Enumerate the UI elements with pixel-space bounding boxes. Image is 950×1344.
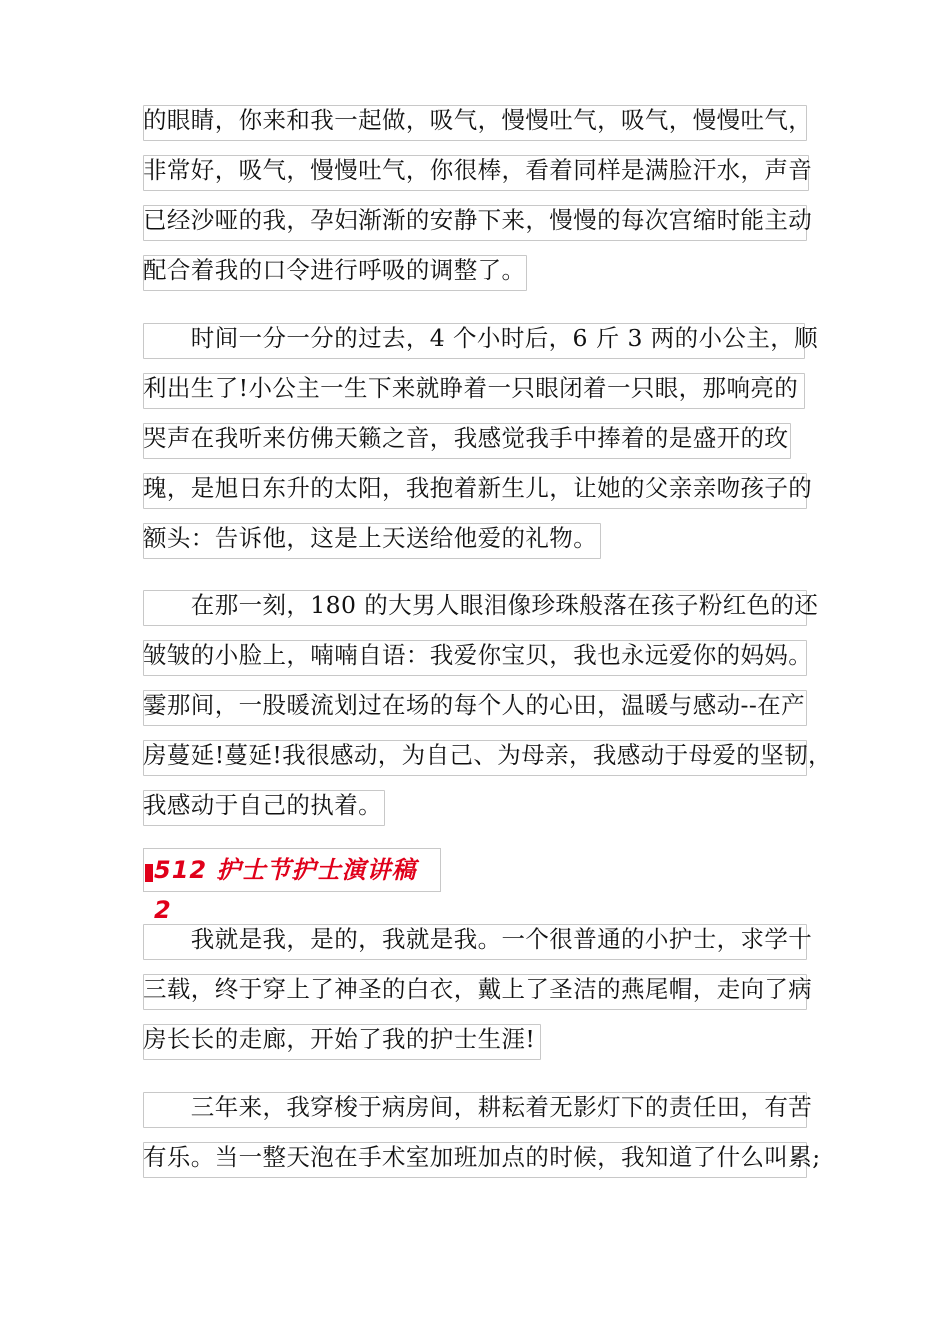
section-heading <box>143 846 439 924</box>
text-line: 房蔓延!蔓延!我很感动，为自己、为母亲，我感动于母爱的坚韧， <box>143 730 823 780</box>
paragraph-1 <box>143 95 823 295</box>
text-line: 时间一分一分的过去，4 个小时后，6 斤 3 两的小公主，顺 <box>143 313 823 363</box>
text-line: 已经沙哑的我，孕妇渐渐的安静下来，慢慢的每次宫缩时能主动 <box>143 195 823 245</box>
text-line: 哭声在我听来仿佛天籁之音，我感觉我手中捧着的是盛开的玫 <box>143 413 823 463</box>
text-line: 霎那间，一股暖流划过在场的每个人的心田，温暖与感动--在产 <box>143 680 823 730</box>
text-line: 三年来，我穿梭于病房间，耕耘着无影灯下的责任田，有苦 <box>143 1082 823 1132</box>
text-line: 三载，终于穿上了神圣的白衣，戴上了圣洁的燕尾帽，走向了病 <box>143 964 823 1014</box>
paragraph-2 <box>143 313 823 563</box>
text-line: 瑰，是旭日东升的太阳，我抱着新生儿，让她的父亲亲吻孩子的 <box>143 463 823 513</box>
text-line: 皱皱的小脸上，喃喃自语：我爱你宝贝，我也永远爱你的妈妈。 <box>143 630 823 680</box>
heading-text: 512 护士节护士演讲稿 2 <box>154 856 417 924</box>
text-line: 我就是我，是的，我就是我。一个很普通的小护士，求学十 <box>143 914 823 964</box>
paragraph-4 <box>143 914 823 1064</box>
text-line: 在那一刻，180 的大男人眼泪像珍珠般落在孩子粉红色的还 <box>143 580 823 630</box>
heading-marker <box>145 864 153 882</box>
text-line: 的眼睛，你来和我一起做，吸气，慢慢吐气，吸气，慢慢吐气， <box>143 95 823 145</box>
text-line: 非常好，吸气，慢慢吐气，你很棒，看着同样是满脸汗水，声音 <box>143 145 823 195</box>
paragraph-5 <box>143 1082 823 1182</box>
text-line: 额头：告诉他，这是上天送给他爱的礼物。 <box>143 513 823 563</box>
text-line: 房长长的走廊，开始了我的护士生涯! <box>143 1014 823 1064</box>
text-line: 配合着我的口令进行呼吸的调整了。 <box>143 245 823 295</box>
text-line: 有乐。当一整天泡在手术室加班加点的时候，我知道了什么叫累; <box>143 1132 823 1182</box>
text-line: 我感动于自己的执着。 <box>143 780 823 830</box>
paragraph-3 <box>143 580 832 830</box>
text-line: 利出生了!小公主一生下来就睁着一只眼闭着一只眼，那响亮的 <box>143 363 823 413</box>
